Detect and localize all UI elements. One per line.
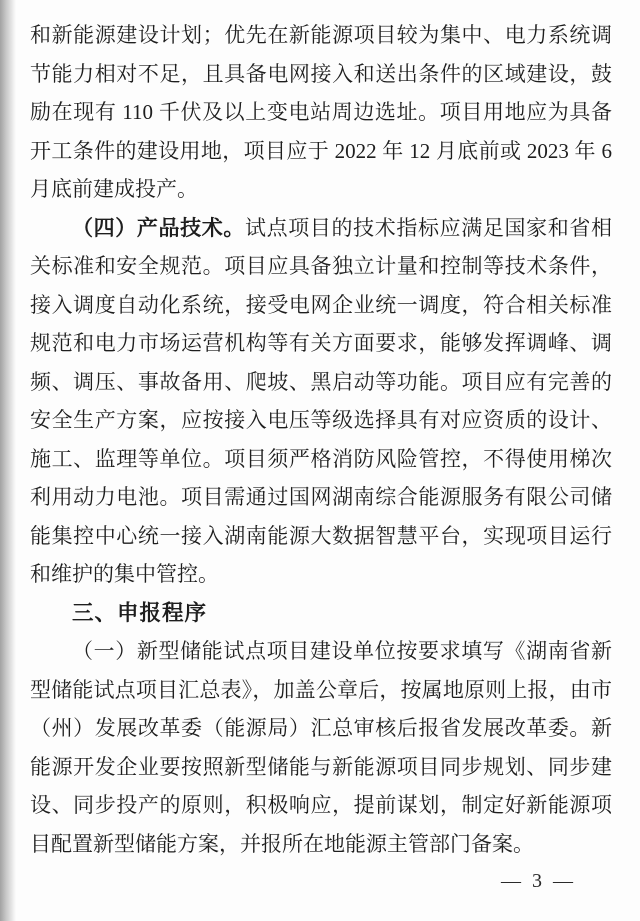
text-line [30,16,612,55]
text-segment: 能源开发企业要按照新型储能与新能源项目同步规划、同步建 [30,754,612,779]
text-line [30,286,612,325]
text-line [30,363,612,402]
text-segment: 施工、监理等单位。项目须严格消防风险管控，不得使用梯次 [30,446,612,471]
text-line [30,671,612,710]
text-line [30,55,612,94]
text-line [30,93,612,132]
text-line [30,209,612,248]
text-line [30,517,612,556]
text-line [30,170,612,209]
text-segment: 型储能试点项目汇总表》，加盖公章后，按属地原则上报，由市 [30,677,612,702]
text-segment: 月底前建成投产。 [30,177,198,201]
text-segment: 励在现有 110 千伏及以上变电站周边选址。项目用地应为具备 [30,100,612,124]
bold-text-segment: 三、申报程序 [72,600,208,625]
text-line [30,324,612,363]
text-segment: 试点项目的技术指标应满足国家和省相 [245,215,612,240]
text-segment: 开工条件的建设用地，项目应于 2022 年 12 月底前或 2023 年 6 [30,138,612,163]
text-segment: （州）发展改革委（能源局）汇总审核后报省发展改革委。新 [30,716,612,740]
text-segment: 规范和电力市场运营机构等有关方面要求，能够发挥调峰、调 [30,331,612,355]
text-segment: 接入调度自动化系统，接受电网企业统一调度，符合相关标准 [30,292,612,317]
text-segment: 设、同步投产的原则，积极响应，提前谋划，制定好新能源项 [30,793,612,817]
scan-edge-shadow [0,0,16,921]
text-line [30,247,612,286]
text-segment: 和维护的集中管控。 [30,562,219,586]
text-segment: 安全生产方案，应按接入电压等级选择具有对应资质的设计、 [30,408,612,432]
bold-text-segment: （四）产品技术。 [72,215,245,240]
document-body [30,16,612,863]
page-number: — 3 — [501,870,576,892]
text-segment: 和新能源建设计划；优先在新能源项目较为集中、电力系统调 [30,23,612,47]
text-line [30,709,612,748]
text-line [30,555,612,594]
text-line [30,478,612,517]
text-segment: 能集控中心统一接入湖南能源大数据智慧平台，实现项目运行 [30,523,612,548]
text-segment: 利用动力电池。项目需通过国网湖南综合能源服务有限公司储 [30,485,612,509]
text-line [30,825,612,864]
text-segment: （一）新型储能试点项目建设单位按要求填写《湖南省新 [72,639,612,663]
text-line [30,440,612,479]
text-line [30,748,612,787]
section-heading [30,594,612,633]
text-line [30,132,612,171]
text-segment: 节能力相对不足，且具备电网接入和送出条件的区域建设，鼓 [30,61,612,86]
text-segment: 关标准和安全规范。项目应具备独立计量和控制等技术条件， [30,254,612,278]
text-line [30,632,612,671]
text-line [30,401,612,440]
text-segment: 目配置新型储能方案，并报所在地能源主管部门备案。 [30,831,534,856]
text-line [30,786,612,825]
text-segment: 频、调压、事故备用、爬坡、黑启动等功能。项目应有完善的 [30,369,612,394]
